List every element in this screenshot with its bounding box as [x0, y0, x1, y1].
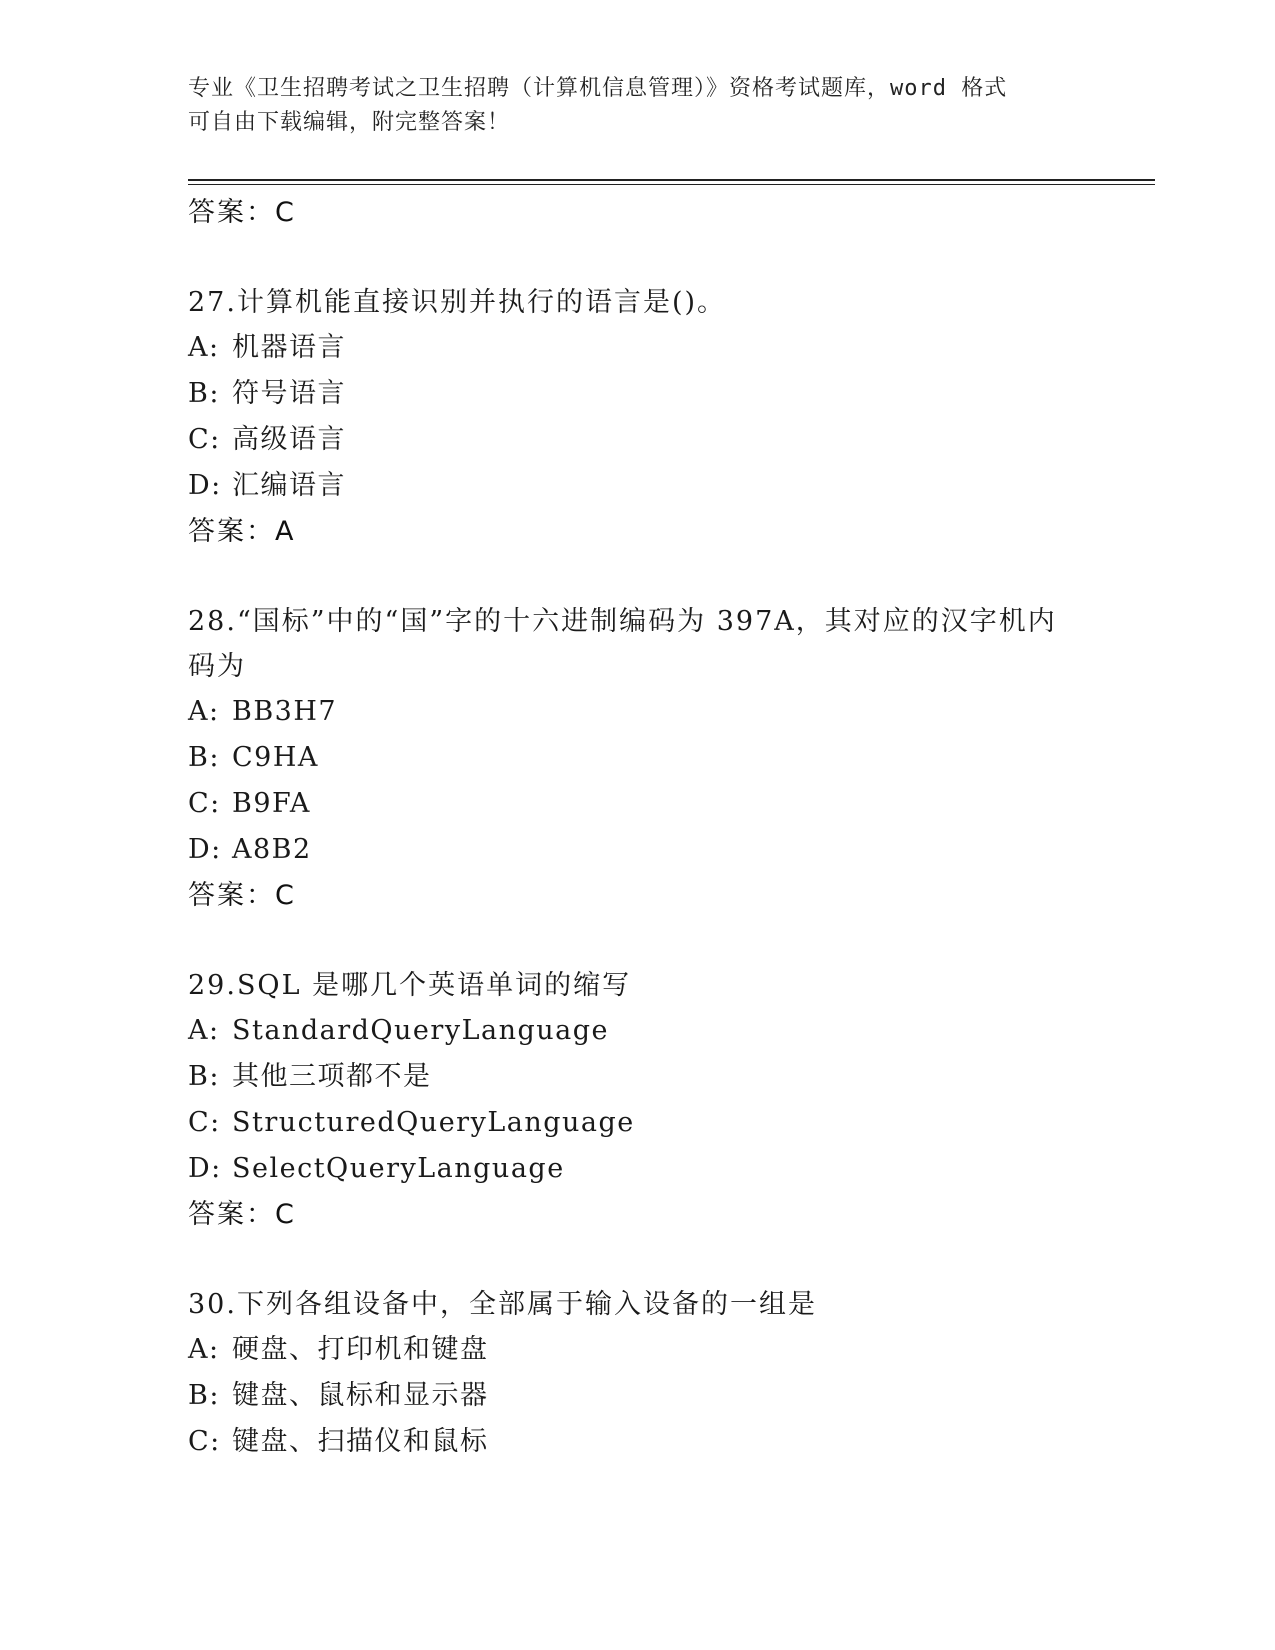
option-letter: B: [188, 742, 220, 773]
option-letter: C: [188, 788, 221, 819]
option-row [188, 827, 1148, 873]
option-letter: D: [188, 470, 222, 501]
answer-label: 答案： [188, 197, 275, 228]
option-text: 硬盘、打印机和键盘 [232, 1334, 489, 1365]
option-row [188, 1054, 1148, 1100]
option-row [188, 1008, 1148, 1054]
answer-label: 答案： [188, 1199, 275, 1230]
option-row [188, 781, 1148, 827]
question-text [188, 1282, 1148, 1327]
option-row [188, 1419, 1148, 1465]
questions-container [188, 236, 1148, 1465]
question-text [188, 599, 1148, 689]
option-text: 汇编语言 [232, 470, 346, 501]
option-row [188, 371, 1148, 417]
option-row [188, 689, 1148, 735]
question-text-line: 27.计算机能直接识别并执行的语言是()。 [188, 287, 727, 318]
option-row [188, 417, 1148, 463]
answer-label: 答案： [188, 516, 275, 547]
question-text-line: 28.“国标”中的“国”字的十六进制编码为 397A，其对应的汉字机内 [188, 606, 1057, 637]
answer-label: 答案： [188, 880, 275, 911]
header-divider-thin [188, 184, 1155, 185]
question-spacer [188, 555, 1148, 599]
option-letter: A: [188, 332, 220, 363]
answer-value: C [275, 880, 294, 911]
option-text: 其他三项都不是 [232, 1061, 432, 1092]
answer-value: C [275, 1199, 294, 1230]
option-text: BB3H7 [232, 696, 338, 727]
header-line-1: 专业《卫生招聘考试之卫生招聘（计算机信息管理）》资格考试题库，word 格式 [188, 76, 1008, 101]
option-row [188, 1146, 1148, 1192]
option-row [188, 1100, 1148, 1146]
question-text-line: 29.SQL 是哪几个英语单词的缩写 [188, 970, 632, 1001]
option-text: C9HA [232, 742, 319, 773]
question-list [188, 190, 1148, 1465]
question-text [188, 280, 1148, 325]
option-letter: B: [188, 1061, 220, 1092]
option-text: 符号语言 [232, 378, 346, 409]
option-text: SelectQueryLanguage [232, 1153, 565, 1184]
option-letter: B: [188, 378, 220, 409]
option-text: StandardQueryLanguage [232, 1015, 610, 1046]
option-letter: B: [188, 1380, 220, 1411]
option-text: 键盘、鼠标和显示器 [232, 1380, 489, 1411]
header-line-2: 可自由下载编辑，附完整答案！ [188, 110, 511, 135]
question-spacer [188, 236, 1148, 280]
option-row [188, 463, 1148, 509]
option-text: A8B2 [232, 834, 312, 865]
answer-value: C [275, 197, 294, 228]
answer-line [188, 1192, 1148, 1238]
header-divider-thick [188, 179, 1155, 181]
question-block [188, 1282, 1148, 1465]
option-letter: D: [188, 834, 222, 865]
option-text: StructuredQueryLanguage [232, 1107, 635, 1138]
option-row [188, 735, 1148, 781]
option-row [188, 325, 1148, 371]
option-text: 高级语言 [232, 424, 346, 455]
option-letter: A: [188, 1015, 220, 1046]
option-text: B9FA [232, 788, 311, 819]
option-row [188, 1373, 1148, 1419]
answer-value: A [275, 516, 294, 547]
option-text: 机器语言 [232, 332, 346, 363]
option-row [188, 1327, 1148, 1373]
question-block [188, 280, 1148, 555]
option-letter: D: [188, 1153, 222, 1184]
answer-line [188, 873, 1148, 919]
question-spacer [188, 1238, 1148, 1282]
answer-line [188, 190, 1148, 236]
question-block [188, 599, 1148, 919]
option-letter: A: [188, 1334, 220, 1365]
question-text [188, 963, 1148, 1008]
option-letter: C: [188, 424, 221, 455]
option-text: 键盘、扫描仪和鼠标 [232, 1426, 489, 1457]
option-letter: C: [188, 1426, 221, 1457]
question-spacer [188, 919, 1148, 963]
option-letter: A: [188, 696, 220, 727]
question-block [188, 963, 1148, 1238]
question-text-line: 30.下列各组设备中，全部属于输入设备的一组是 [188, 1289, 817, 1320]
option-letter: C: [188, 1107, 221, 1138]
question-text-line: 码为 [188, 651, 246, 682]
answer-line [188, 509, 1148, 555]
document-header [188, 72, 1088, 140]
